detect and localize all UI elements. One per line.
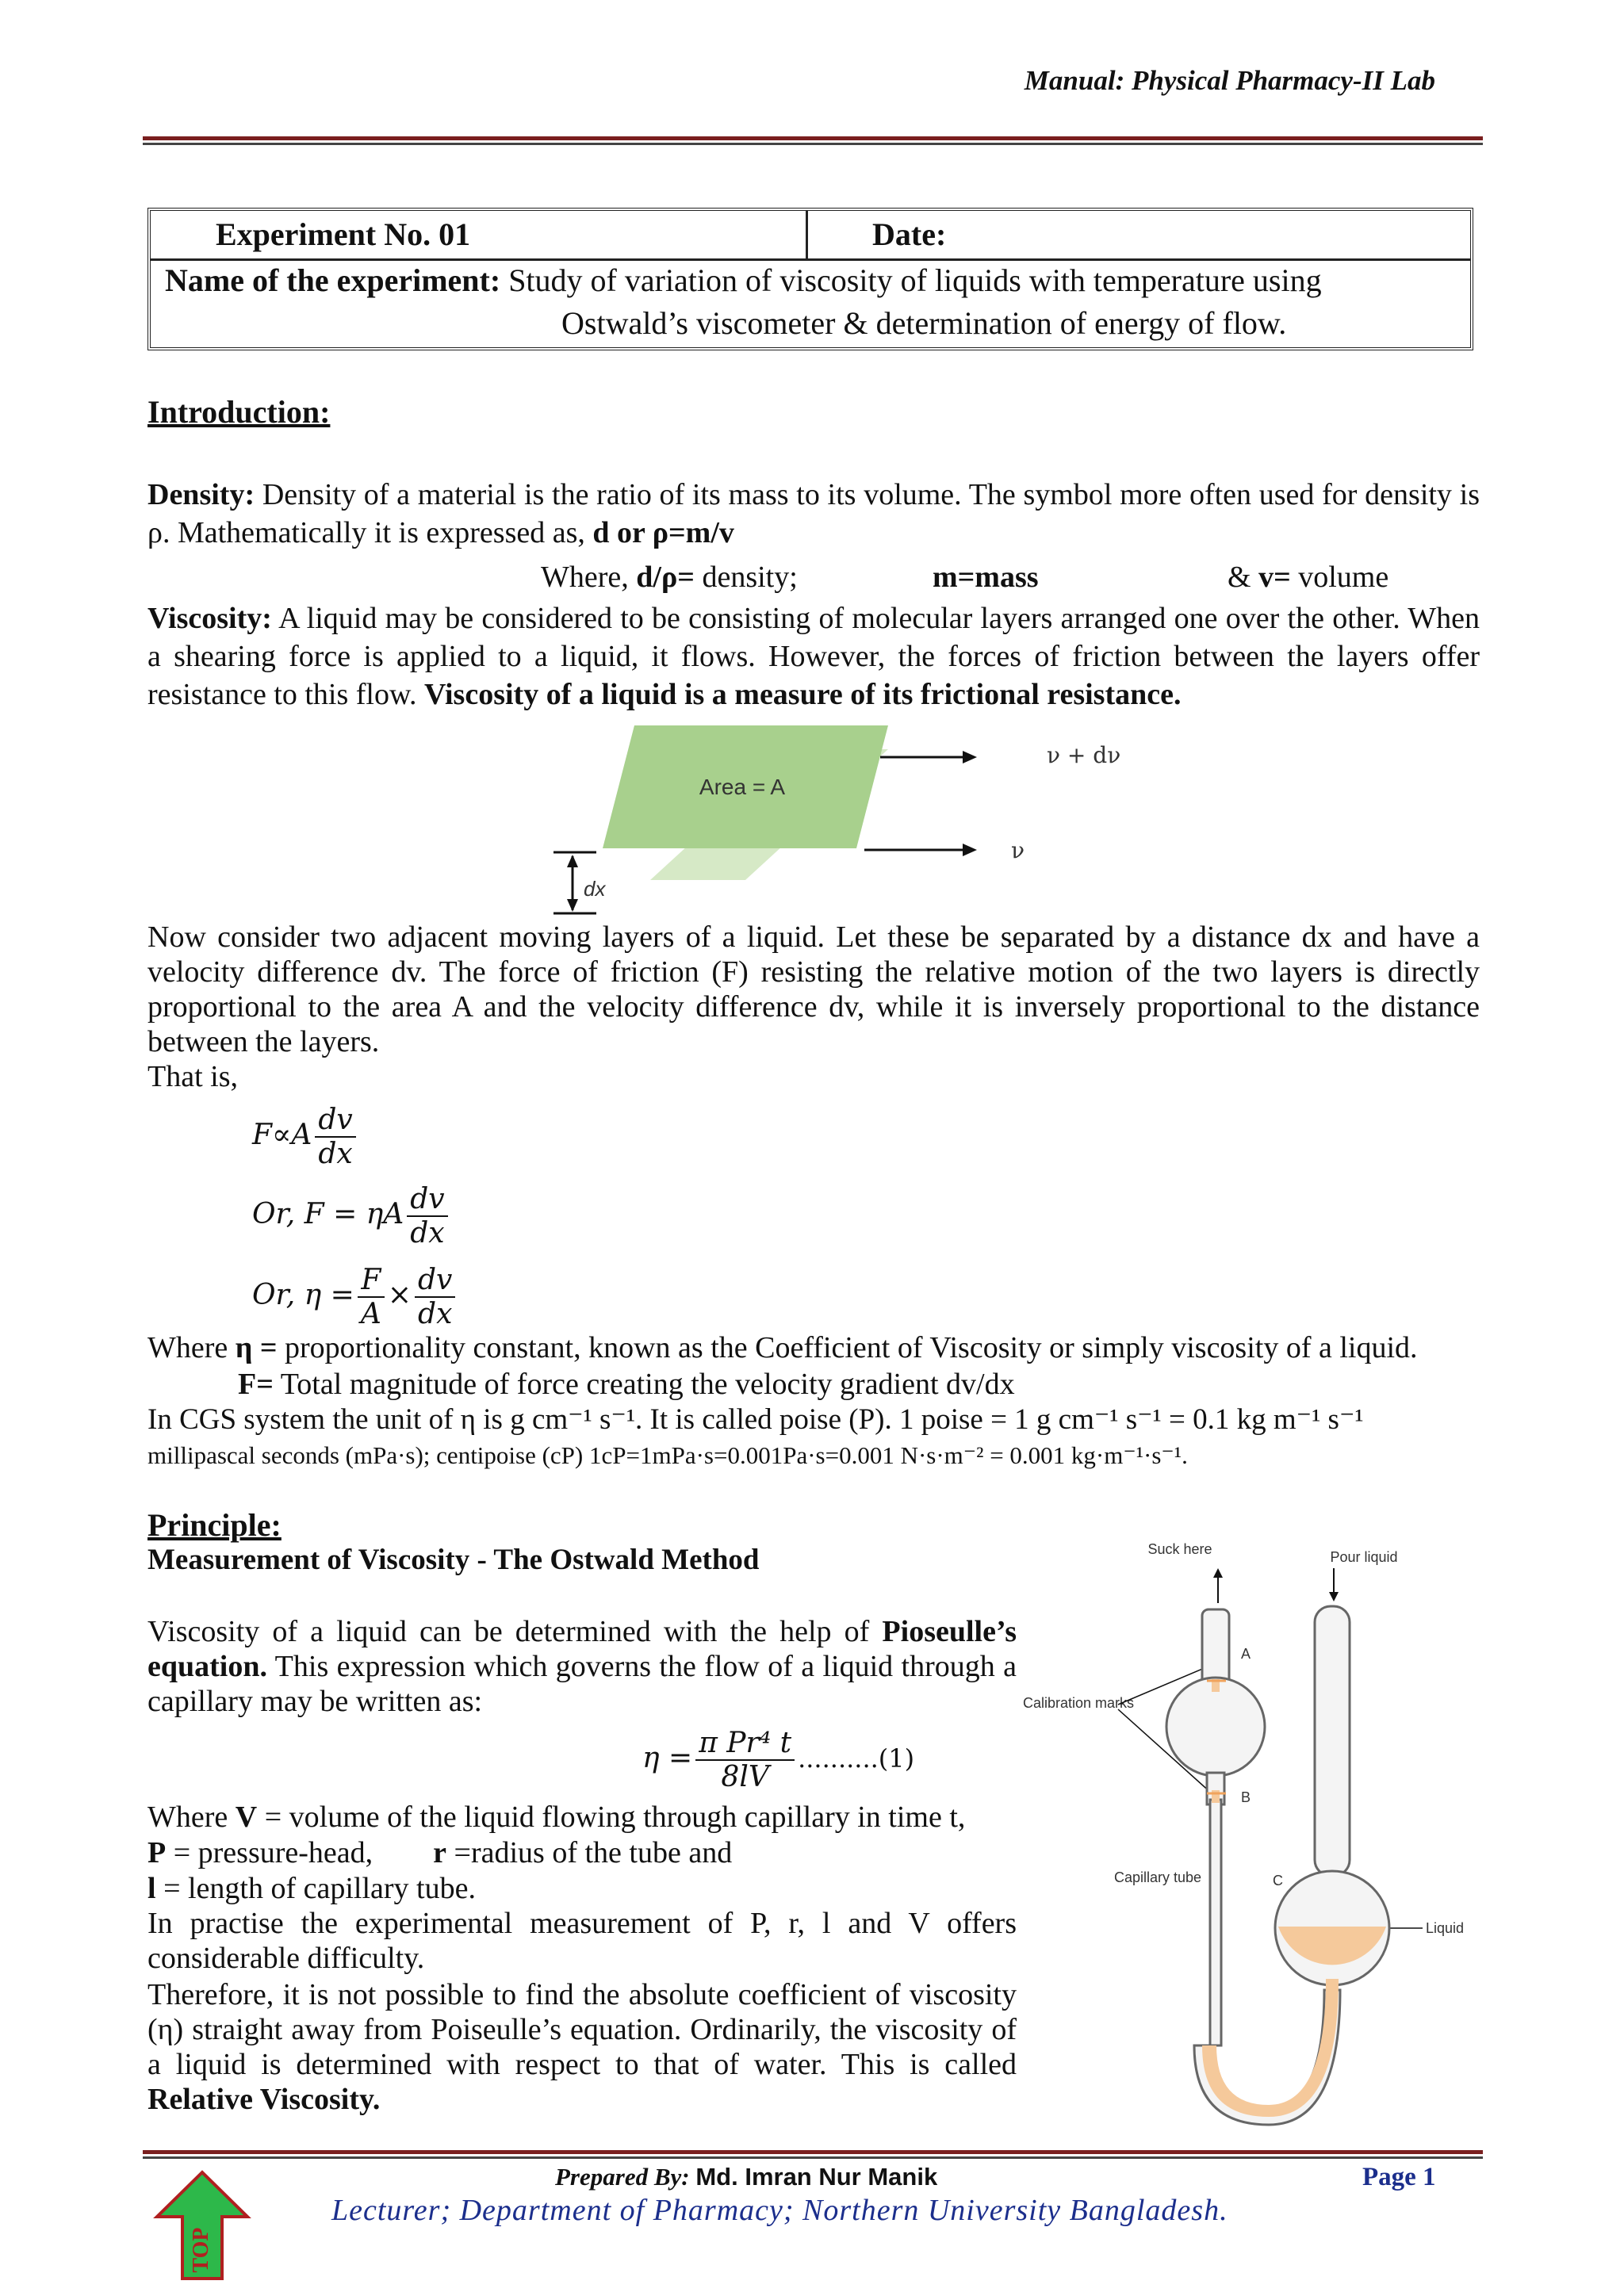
- equation-proportional: F∝A $\frac{dv}{dx}$: [252, 1104, 359, 1170]
- equation-eta: Or, η = $\frac{F}{A}$ × $\frac{dv}{dx}$: [252, 1264, 458, 1330]
- prepared-by: Prepared By: Md. Imran Nur Manik: [555, 2163, 938, 2191]
- density-paragraph: Density: Density of a material is the ratio of its mass to its volume. The symbol more often used for density is ρ. Mathematically it is expressed as, d or ρ=m/v: [147, 478, 1480, 549]
- manual-title: Manual: Physical Pharmacy-II Lab: [1024, 65, 1435, 96]
- density-where-mass: m=mass: [933, 561, 1039, 594]
- density-where-volume: & v= volume: [1228, 561, 1389, 594]
- force-definition: F= Total magnitude of force creating the velocity gradient dv/dx: [238, 1368, 1015, 1401]
- top-label: TOP: [189, 2227, 213, 2273]
- experiment-date: Date:: [872, 216, 947, 252]
- dx-label: dx: [584, 877, 606, 901]
- equation-force: Or, F = ηA $\frac{dv}{dx}$: [252, 1183, 451, 1249]
- poiseuille-intro: Viscosity of a liquid can be determined with the help of Pioseulle’s equation. This expression which governs the flow of a liquid through a capillary may be written as:: [147, 1615, 1017, 1718]
- poiseuille-where: Where V = volume of the liquid flowing through capillary in time t, P = pressure-head, r =radius of the tube and l = length of capillary tube.: [147, 1800, 966, 1905]
- experiment-table: [147, 208, 1473, 350]
- that-is: That is,: [147, 1060, 238, 1093]
- principle-subheading: Measurement of Viscosity - The Ostwald Method: [147, 1544, 760, 1576]
- experiment-number: Experiment No. 01: [216, 216, 471, 252]
- introduction-heading: Introduction:: [147, 394, 331, 430]
- bottom-velocity-label: ν: [1011, 837, 1025, 863]
- page-number: Page 1: [1362, 2163, 1436, 2191]
- suck-here-label: Suck here: [1147, 1541, 1212, 1557]
- top-velocity-label: ν + dν: [1047, 742, 1121, 768]
- liquid-label: Liquid: [1426, 1920, 1465, 1936]
- label-c: C: [1273, 1873, 1283, 1888]
- top-arrow-button[interactable]: [155, 2171, 249, 2282]
- principle-heading: Principle:: [147, 1507, 282, 1543]
- footer-divider: [143, 2150, 1483, 2159]
- area-label: Area = A: [699, 775, 786, 799]
- difficulty-paragraph: In practise the experimental measurement of P, r, l and V offers considerable difficulty.: [147, 1907, 1017, 1975]
- header-divider: [143, 136, 1483, 145]
- calibration-marks-label: Calibration marks: [1022, 1695, 1135, 1711]
- poiseuille-equation: η = $\frac{\text{π Pr⁴ t}}{8lV}$ ..........(1): [642, 1727, 915, 1793]
- lecturer-line: Lecturer; Department of Pharmacy; Northern University Bangladesh.: [331, 2194, 1228, 2227]
- ostwald-viscometer-figure: [1022, 1538, 1491, 2141]
- cgs-unit-text: In CGS system the unit of η is g cm⁻¹ s⁻¹. It is called poise (P). 1 poise = 1 g cm⁻¹ s⁻¹ = 0.1 kg m⁻¹ s⁻¹: [147, 1403, 1364, 1436]
- viscosity-paragraph: Viscosity: A liquid may be considered to be consisting of molecular layers arranged one over the other. When a shearing force is applied to a liquid, it flows. However, the forces of friction between the layers offer resistance to this flow. Viscosity of a liquid is a measure of its frictional resistance.: [147, 602, 1480, 711]
- pour-liquid-label: Pour liquid: [1330, 1549, 1398, 1565]
- density-where: Where, d/ρ= density;: [541, 561, 798, 594]
- label-b: B: [1241, 1789, 1251, 1805]
- capillary-tube-label: Capillary tube: [1113, 1869, 1202, 1885]
- experiment-name-cont: Ostwald’s viscometer & determination of energy of flow.: [561, 305, 1287, 341]
- eta-definition: Where η = proportionality constant, known as the Coefficient of Viscosity or simply viscosity of a liquid.: [147, 1331, 1418, 1364]
- layers-paragraph: Now consider two adjacent moving layers of a liquid. Let these be separated by a distance dx and have a velocity difference dv. The force of friction (F) resisting the relative motion of the two layers is directly proportional to the area A and the velocity difference dv, while it is inversely proportional to the distance between the layers.: [147, 920, 1480, 1058]
- label-a: A: [1241, 1646, 1251, 1662]
- experiment-name: Name of the experiment: Study of variation of viscosity of liquids with temperature using: [165, 262, 1322, 298]
- relative-viscosity-paragraph: Therefore, it is not possible to find the absolute coefficient of viscosity (η) straight away from Poiseulle’s equation. Ordinarily, the viscosity of a liquid is determined with respect to that of water. This is called Relative Viscosity.: [147, 1978, 1017, 2116]
- mpa-unit-text: millipascal seconds (mPa·s); centipoise (cP) 1cP=1mPa·s=0.001Pa·s=0.001 N·s·m⁻² = 0.001 kg·m⁻¹·s⁻¹.: [147, 1441, 1188, 1469]
- layer-diagram: [508, 714, 1121, 928]
